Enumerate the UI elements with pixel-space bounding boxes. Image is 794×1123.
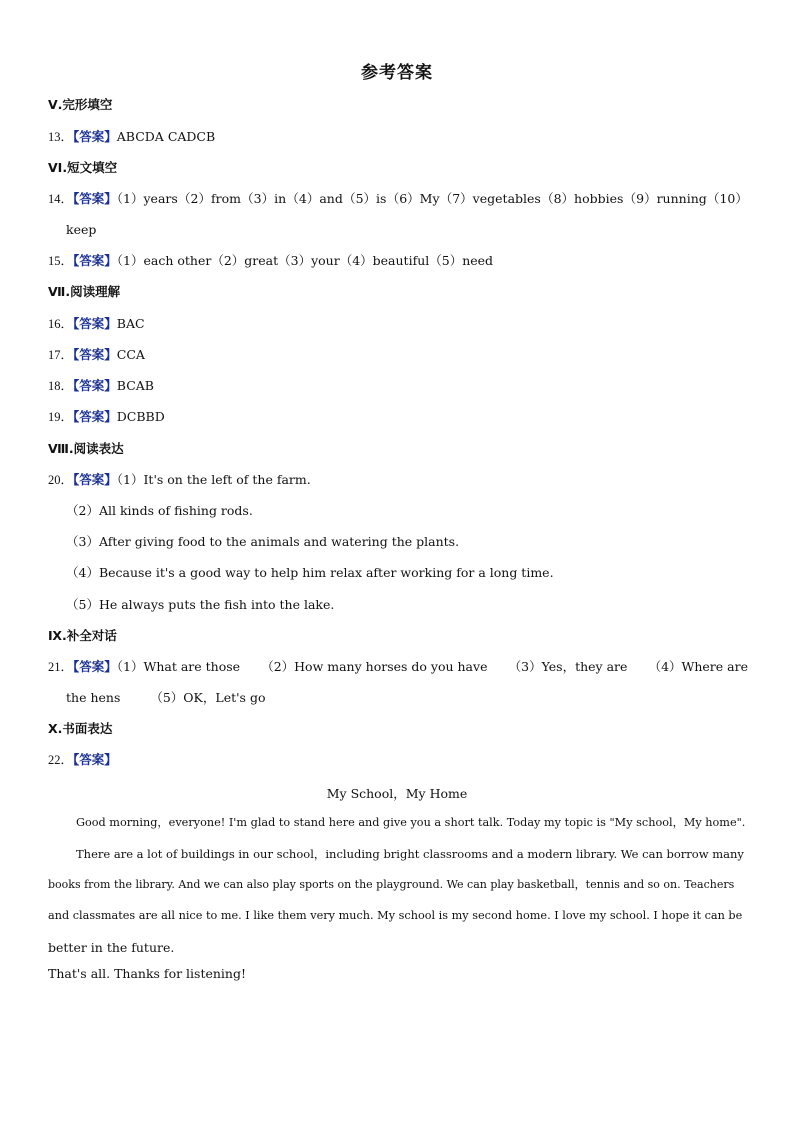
answer-tag: 【答案】 <box>73 191 117 206</box>
answer-item: （2）from <box>178 191 241 206</box>
essay-closing: That's all. Thanks for listening! <box>48 966 246 981</box>
answer-item: （8）hobbies <box>541 191 624 206</box>
answer-tag: 【答案】 <box>73 752 117 767</box>
answer-item: （2）How many horses do you have <box>261 659 488 674</box>
answer-tag: 【答案】 <box>73 253 117 268</box>
answer-14-continued: keep <box>66 222 97 237</box>
answer-tag: 【答案】 <box>73 316 117 331</box>
answer-item: （5）OK，Let's go <box>150 690 266 705</box>
question-number: 16． <box>48 317 74 331</box>
answer-item: （3）Yes，they are <box>508 659 628 674</box>
essay-paragraph-2-line-1 <box>76 846 748 862</box>
answer-16 <box>48 316 748 332</box>
answer-item: the hens <box>66 690 121 705</box>
essay-paragraph-2-line-2 <box>48 877 748 893</box>
question-number: 18． <box>48 379 74 393</box>
essay-paragraph-2-line-3 <box>48 908 748 924</box>
answer-item: （1）years <box>116 191 178 206</box>
answer-20-item-3: （3）After giving food to the animals and watering the plants. <box>66 534 460 549</box>
answer-item: （10） <box>706 191 748 206</box>
answer-item: （1）What are those <box>116 659 241 674</box>
essay-text: books from the library. And we can also play sports on the playground. We can play basketball，tennis and so on. Teachers <box>48 878 735 891</box>
answer-20-item-4: （4）Because it's a good way to help him relax after working for a long time. <box>66 565 554 580</box>
answer-text: （1）each other（2）great（3）your（4）beautiful（5）need <box>116 253 494 268</box>
answer-17 <box>48 347 748 363</box>
page-title: 参考答案 <box>361 63 433 83</box>
answer-item: （6）My <box>386 191 440 206</box>
answer-18 <box>48 378 748 394</box>
essay-text: There are a lot of buildings in our school，including bright classrooms and a modern library. We can borrow many <box>76 847 744 861</box>
answer-21 <box>48 659 748 675</box>
answer-tag: 【答案】 <box>73 472 117 487</box>
section-heading-reading: Ⅶ.阅读理解 <box>48 284 121 299</box>
answer-22 <box>48 752 748 768</box>
section-heading-cloze: Ⅴ.完形填空 <box>48 97 113 112</box>
answer-item: （4）and <box>286 191 343 206</box>
answer-text: ABCDA CADCB <box>116 129 216 144</box>
question-number: 14． <box>48 192 74 206</box>
answer-tag: 【答案】 <box>73 409 117 424</box>
answer-text: DCBBD <box>116 409 165 424</box>
answer-text: （1）It's on the left of the farm. <box>116 472 311 487</box>
answer-tag: 【答案】 <box>73 347 117 362</box>
essay-text: and classmates are all nice to me. I like them very much. My school is my second home. I love my school. I hope it can be <box>48 909 743 922</box>
question-number: 20． <box>48 473 74 487</box>
answer-14 <box>48 191 748 207</box>
answer-tag: 【答案】 <box>73 378 117 393</box>
answer-20 <box>48 472 748 488</box>
answer-21-continued <box>66 690 766 706</box>
answer-text: CCA <box>116 347 145 362</box>
question-number: 21． <box>48 660 74 674</box>
answer-tag: 【答案】 <box>73 129 117 144</box>
question-number: 13． <box>48 130 74 144</box>
answer-text: BCAB <box>116 378 154 393</box>
section-heading-dialogue: Ⅸ.补全对话 <box>48 628 117 643</box>
question-number: 15． <box>48 254 74 268</box>
essay-title: My School，My Home <box>326 786 468 801</box>
answer-tag: 【答案】 <box>73 659 117 674</box>
section-heading-writing: Ⅹ.书面表达 <box>48 721 113 736</box>
answer-20-item-2: （2）All kinds of fishing rods. <box>66 503 253 518</box>
answer-20-item-5: （5）He always puts the fish into the lake. <box>66 597 335 612</box>
question-number: 19． <box>48 410 74 424</box>
answer-19 <box>48 409 748 425</box>
essay-paragraph-1: Good morning，everyone! I'm glad to stand here and give you a short talk. Today my topic is "My school，My home". <box>76 816 746 829</box>
answer-item: （3）in <box>241 191 287 206</box>
question-number: 17． <box>48 348 74 362</box>
answer-13 <box>48 129 748 145</box>
answer-15 <box>48 253 748 269</box>
answer-item: （4）Where are <box>648 659 748 674</box>
section-heading-passage-fill: ⅤⅠ.短文填空 <box>48 160 118 175</box>
answer-item: （5）is <box>343 191 387 206</box>
section-heading-reading-expression: Ⅷ.阅读表达 <box>48 441 124 456</box>
essay-paragraph-2-line-4: better in the future. <box>48 940 175 955</box>
answer-text: BAC <box>116 316 145 331</box>
question-number: 22． <box>48 753 74 767</box>
answer-item: （7）vegetables <box>439 191 541 206</box>
answer-item: （9）running <box>623 191 707 206</box>
